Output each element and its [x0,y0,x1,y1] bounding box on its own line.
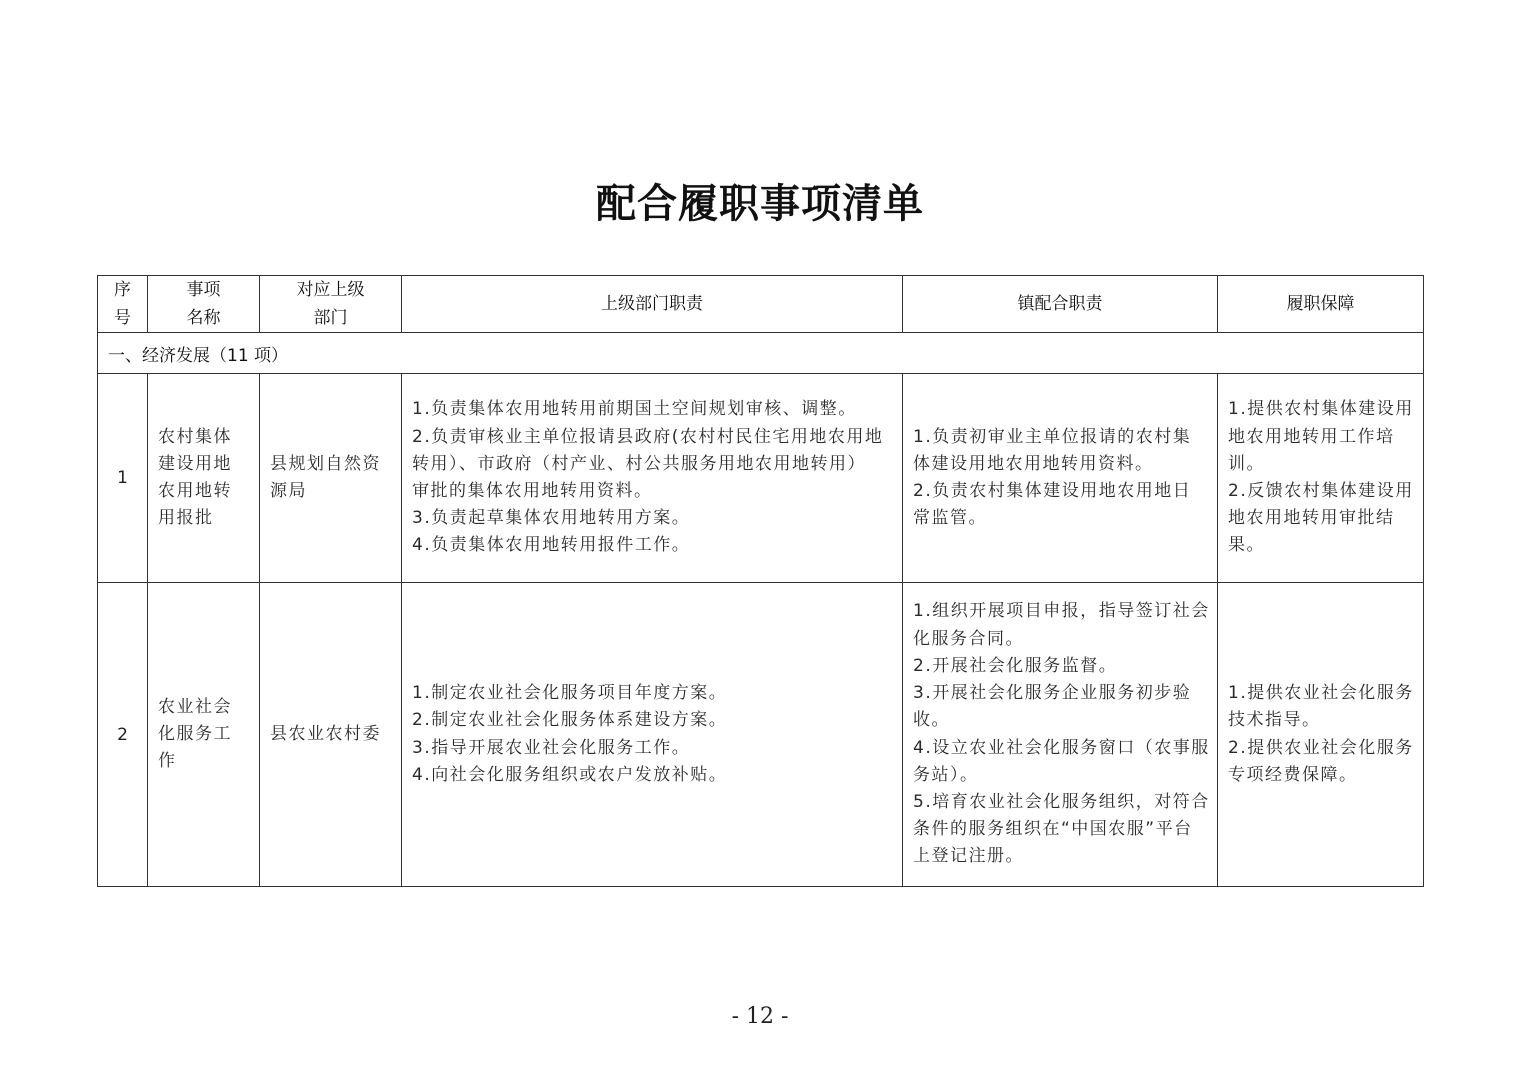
cell-line: 源局 [270,481,307,501]
cell-line: 1.负责初审业主单位报请的农村集 [913,426,1192,447]
cell-line: 上登记注册。 [913,846,1024,867]
header-text: 序 [114,280,131,300]
guarantee-cell [1218,374,1424,583]
cell-line: 审批的集体农用地转用资料。 [412,481,653,501]
cell-line: 3.指导开展农业社会化服务工作。 [412,737,691,758]
section-heading: 一、经济发展（11 项） [98,333,1424,374]
header-text: 名称 [186,308,221,328]
cell-line: 4.向社会化服务组织或农户发放补贴。 [412,764,728,785]
town-duty-cell [903,583,1218,887]
cell-line: 用报批 [158,508,214,529]
cell-line: 农村集体 [158,426,232,447]
header-text: 号 [114,308,131,328]
cell-line: 1.制定农业社会化服务项目年度方案。 [412,683,728,704]
cell-line: 条件的服务组织在“中国农服”平台 [913,819,1193,840]
page-number: - 12 - [731,1004,789,1029]
cell-line: 化服务合同。 [913,628,1024,649]
cell-line: 收。 [913,710,950,731]
header-text: 事项 [186,280,221,300]
table-row [98,374,1424,583]
cell-line: 技术指导。 [1228,710,1321,731]
cell-line: 作 [158,751,177,772]
cell-line: 3.开展社会化服务企业服务初步验 [913,683,1192,704]
header-superior-dept [260,276,402,333]
seq-cell: 2 [98,583,148,887]
seq-cell: 1 [98,374,148,583]
cell-line: 转用）、市政府（村产业、村公共服务用地农用地转用） [412,453,866,474]
cell-line: 农业社会 [158,696,232,717]
superior-duty-cell [402,583,903,887]
town-duty-cell [903,374,1218,583]
duty-table [97,275,1424,887]
cell-line: 4.设立农业社会化服务窗口（农事服 [913,737,1210,758]
cell-line: 务站）。 [913,764,979,785]
cell-line: 1.提供农村集体建设用 [1228,399,1414,420]
cell-line: 2.负责审核业主单位报请县政府(农村村民住宅用地农用地 [412,426,884,447]
cell-line: 3.负责起草集体农用地转用方案。 [412,508,691,529]
page-title: 配合履职事项清单 [596,180,924,227]
section-row [98,333,1424,374]
table-header-row [98,276,1424,333]
cell-line: 农用地转 [158,481,232,501]
header-text: 部门 [313,308,348,328]
cell-line: 地农用地转用工作培 [1228,426,1395,447]
cell-line: 4.负责集体农用地转用报件工作。 [412,535,691,556]
cell-line: 常监管。 [913,508,987,529]
header-superior-duty: 上级部门职责 [402,276,903,333]
header-text: 对应上级 [296,280,365,300]
cell-line: 2.制定农业社会化服务体系建设方案。 [412,710,728,731]
cell-line: 地农用地转用审批结 [1228,508,1395,529]
header-seq [98,276,148,333]
header-item-name [148,276,260,333]
header-guarantee: 履职保障 [1218,276,1424,333]
cell-line: 2.开展社会化服务监督。 [913,655,1118,676]
cell-line: 县农业农村委 [270,723,381,744]
cell-line: 1.组织开展项目申报，指导签订社会 [913,601,1210,622]
cell-line: 2.反馈农村集体建设用 [1228,481,1414,501]
superior-dept-cell [260,583,402,887]
cell-line: 1.负责集体农用地转用前期国土空间规划审核、调整。 [412,399,857,420]
item-name-cell [148,583,260,887]
cell-line: 5.培育农业社会化服务组织，对符合 [913,791,1210,812]
header-town-duty: 镇配合职责 [903,276,1218,333]
table-row [98,583,1424,887]
cell-line: 果。 [1228,535,1265,556]
superior-duty-cell [402,374,903,583]
item-name-cell [148,374,260,583]
cell-line: 体建设用地农用地转用资料。 [913,453,1154,474]
cell-line: 训。 [1228,453,1265,474]
superior-dept-cell [260,374,402,583]
cell-line: 2.负责农村集体建设用地农用地日 [913,481,1192,501]
cell-line: 化服务工 [158,723,232,744]
cell-line: 建设用地 [158,453,232,474]
guarantee-cell [1218,583,1424,887]
cell-line: 1.提供农业社会化服务 [1228,683,1414,704]
cell-line: 县规划自然资 [270,453,381,474]
cell-line: 专项经费保障。 [1228,764,1358,785]
cell-line: 2.提供农业社会化服务 [1228,737,1414,758]
